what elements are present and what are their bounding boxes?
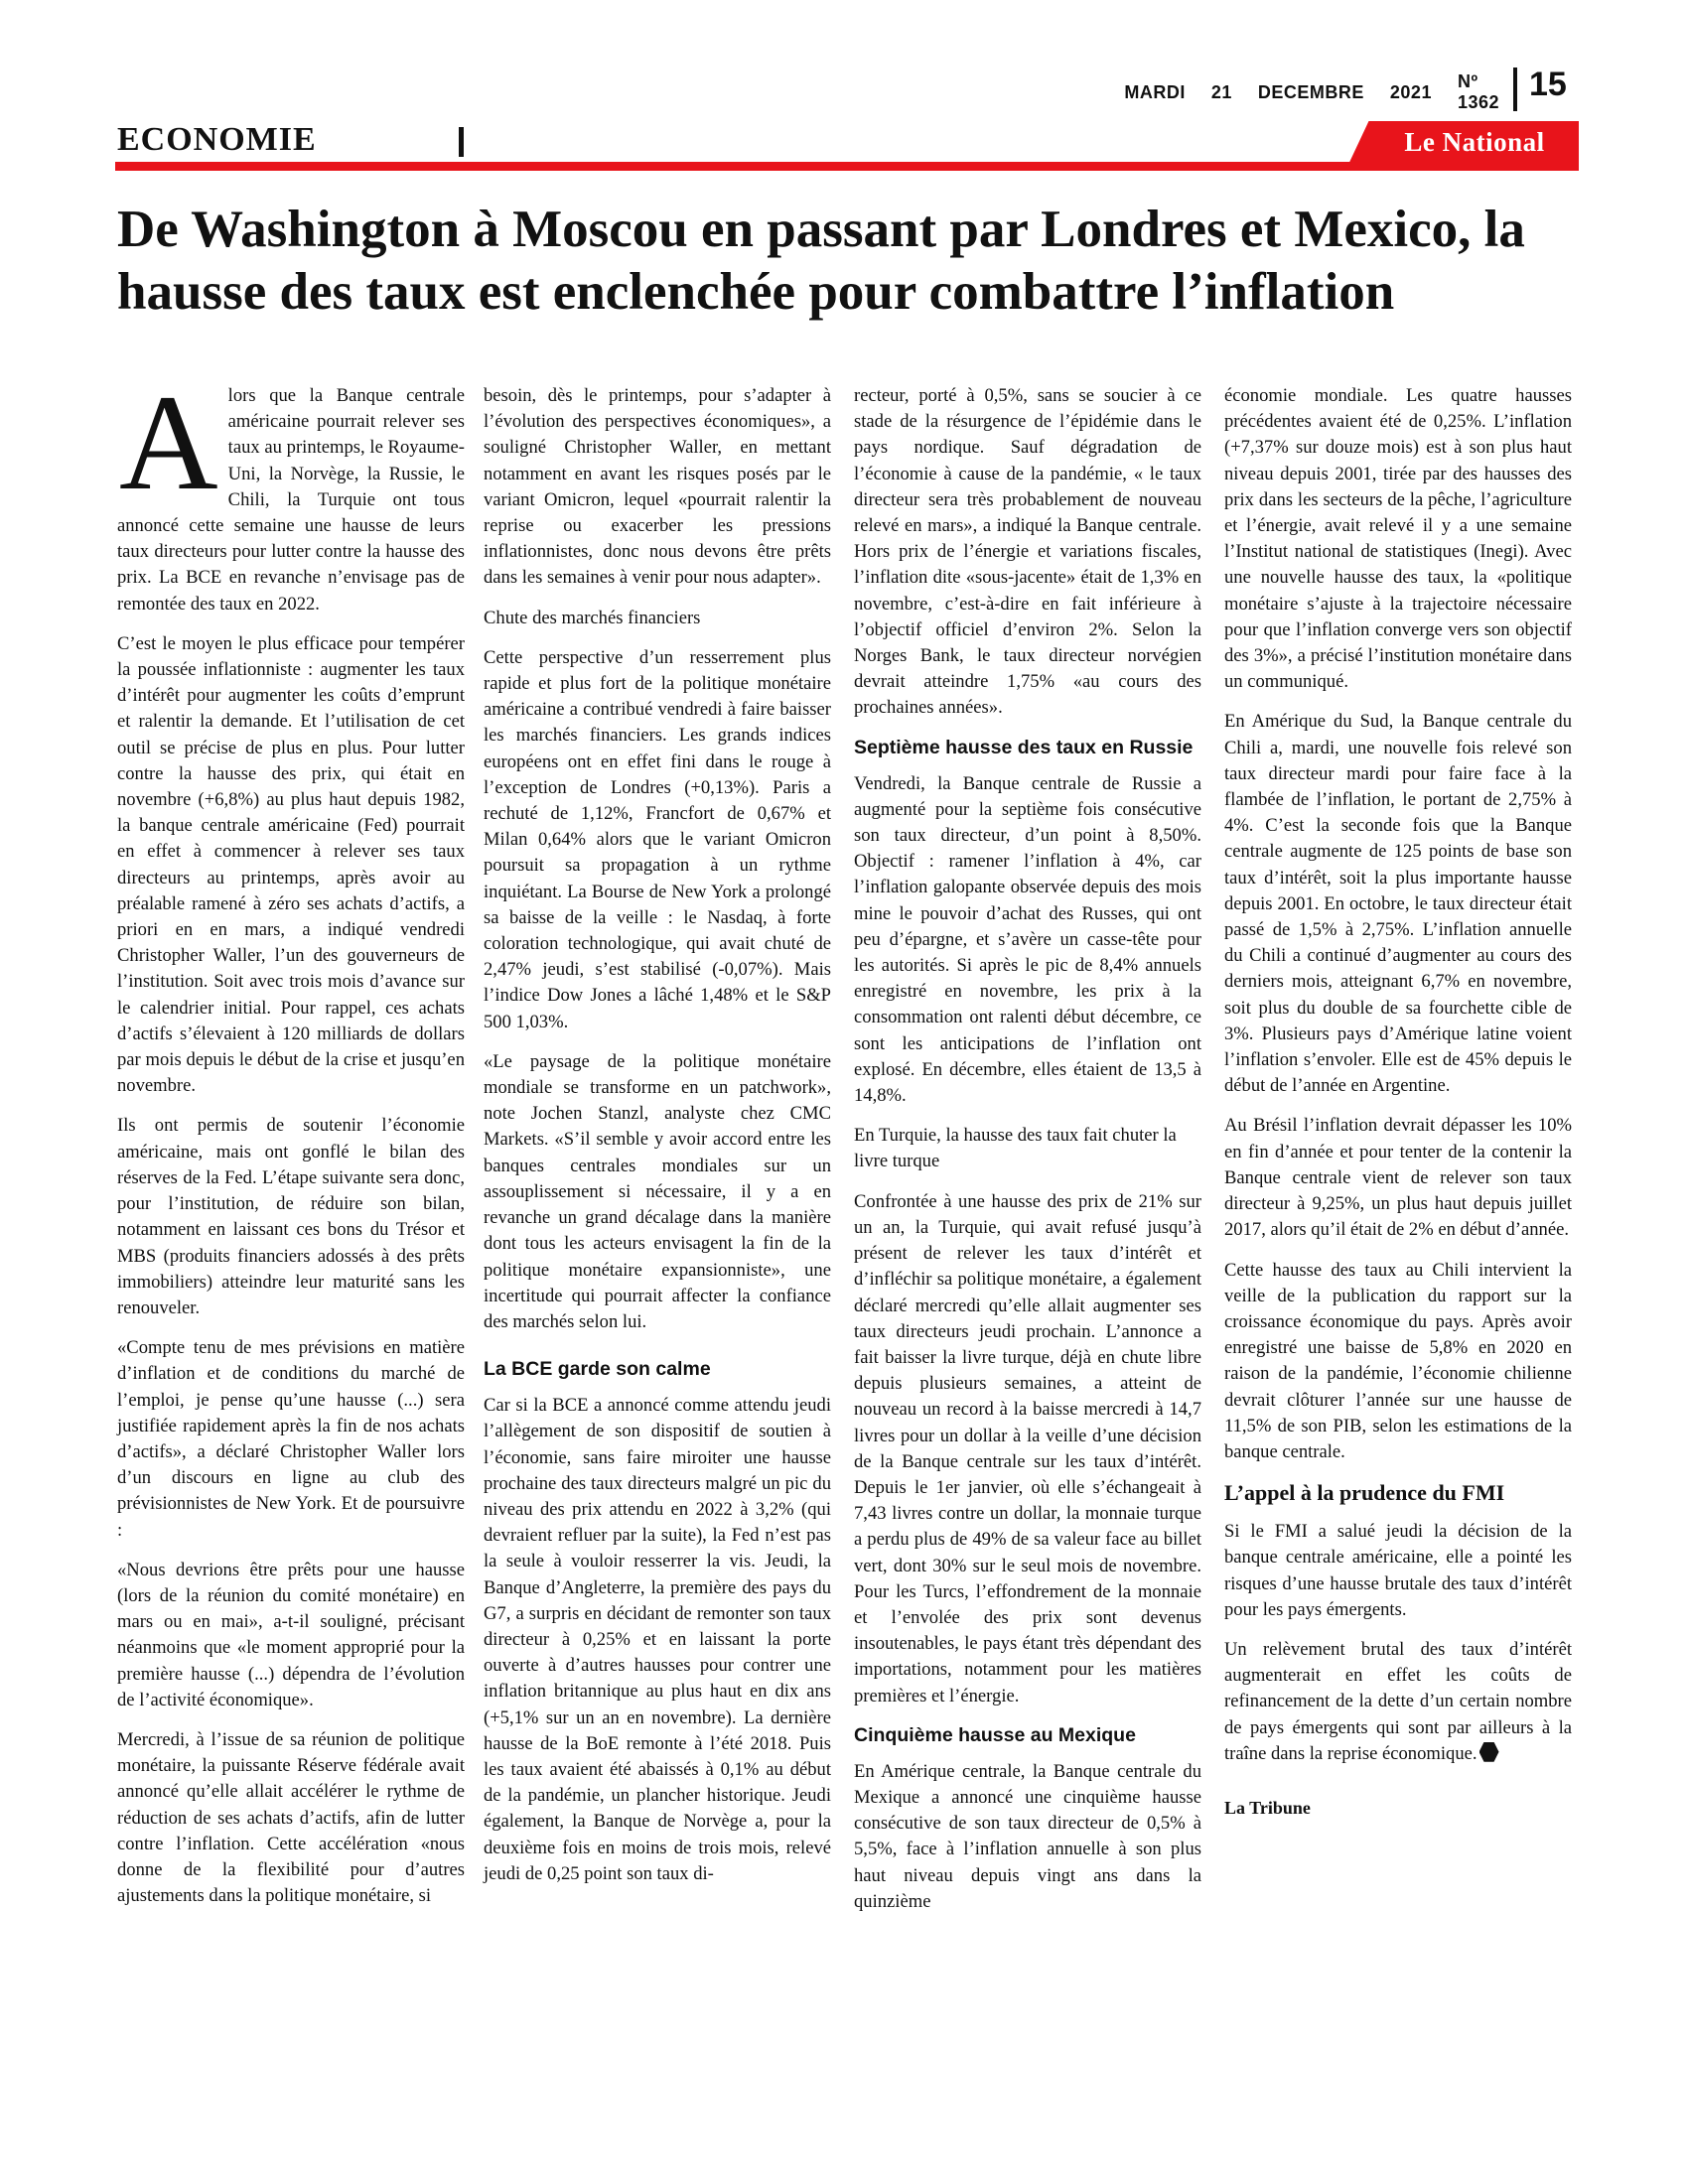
dateline [1124, 71, 1499, 112]
article-paragraph: recteur, porté à 0,5%, sans se soucier à ce stade de la résurgence de l’épidémie dans le pays nordique. Sauf dégradation de l’économie à cause de la pandémie, « le taux directeur sera très probablement de nouveau relevé en mars», a indiqué la Banque centrale. Hors prix de l’énergie et variations fiscales, l’inflation dite «sous-jacente» était de 1,3% en novembre, c’est-à-dire en fait inférieure à l’objectif officiel d’environ 2%. Selon la Norges Bank, le taux directeur norvégien devrait atteindre 1,75% «au cours des prochaines années». [854, 385, 1201, 719]
source-credit: La Tribune [1224, 1797, 1311, 1818]
article-paragraph [117, 366, 465, 617]
article-paragraph: C’est le moyen le plus efficace pour tempérer la poussée inflationniste : augmenter les taux d’intérêt pour augmenter les coûts d’emprunt et ralentir la demande. Et l’utilisation de cet outil se précise de plus en plus. Pour lutter contre la hausse des prix, qui était en novembre (+6,8%) au plus haut depuis 1982, la banque centrale américaine (Fed) pourrait en effet à commencer à relever ses taux directeurs au printemps, après avoir au préalable ramené à zéro ses achats d’actifs, a priori en en mars, a indiqué vendredi Christopher Waller, l’un des gouverneurs de l’institution. Soit avec trois mois d’avance sur le calendrier initial. Pour rappel, ces achats d’actifs s’élevaient à 120 milliards de dollars par mois depuis le début de la crise et jusqu’en novembre. [117, 632, 465, 1097]
subheading-market-drop: Chute des marchés financiers [484, 607, 701, 628]
article-column-1 [117, 366, 465, 1923]
article-paragraph: Au Brésil l’inflation devrait dépasser les 10% en fin d’année et pour tenter de la contenir la Banque centrale vient de relever son taux directeur à 9,25%, un plus haut depuis juillet 2017, alors qu’il était de 2% en début d’année. [1224, 1115, 1572, 1241]
date-month: DECEMBRE [1257, 81, 1364, 102]
article-paragraph: En Amérique du Sud, la Banque centrale du Chili a, mardi, une nouvelle fois relevé son taux directeur mardi pour faire face à la flambée de l’inflation, le portant de 2,75% à 4%. C’est la seconde fois que la Banque centrale augmente de 125 points de base son taux d’intérêt, soit la plus importante hausse depuis 2001. En octobre, le taux directeur était passé de 1,5% à 2,75%. L’inflation annuelle du Chili a continué d’augmenter au cours des derniers mois, atteignant 6,7% en novembre, soit plus du double de sa fourchette cible de 3%. Plusieurs pays d’Amérique latine voient l’inflation s’envoler. Elle est de 45% depuis le début de l’année en Argentine. [1224, 711, 1572, 1097]
subheading-mexico: Cinquième hausse au Mexique [854, 1723, 1136, 1746]
end-mark-icon [1479, 1742, 1499, 1762]
article-paragraph: Car si la BCE a annoncé comme attendu jeudi l’allègement de son dispositif de soutien à l’économie, sans faire miroiter une hausse prochaine des taux directeurs malgré un pic du niveau des prix attendu en 2022 à 3,2% (qui devraient refluer par la suite), la Fed n’est pas la seule à vouloir resserrer la vis. Jeudi, la Banque d’Angleterre, la première des pays du G7, a surpris en décidant de remonter son taux directeur à 0,25% et en laissant la porte ouverte à d’autres hausses pour contrer une inflation britannique au plus haut en dix ans (+5,1% sur un an en novembre). La dernière hausse de la BoE remonte à l’été 2018. Puis les taux avaient été abaissés à 0,1% au début de la pandémie, un plancher historique. Jeudi également, la Banque de Norvège a, pour la deuxième fois en moins de trois mois, relevé jeudi de 0,25 point son taux di- [484, 1395, 831, 1884]
article-paragraph: Confrontée à une hausse des prix de 21% sur un an, la Turquie, qui avait refusé jusqu’à présent de relever les taux d’intérêt et d’infléchir sa politique monétaire, a également déclaré mercredi qu’elle allait augmenter ses taux directeurs jeudi prochain. L’annonce a fait baisser la livre turque, déjà en chute libre depuis plusieurs semaines, a atteint de nouveau un record à la baisse mercredi à 14,7 livres pour un dollar à la veille d’une décision de la Banque centrale sur les taux d’intérêt. Depuis le 1er janvier, où elle s’échangeait à 7,43 livres contre un dollar, la monnaie turque a perdu plus de 49% de sa valeur face au billet vert, dont 30% sur le seul mois de novembre. Pour les Turcs, l’effondrement de la monnaie et l’envolée des prix sont devenus insoutenables, le pays étant très dépendant des importations, notamment pour les matières premières et l’énergie. [854, 1190, 1201, 1706]
page-number-divider [1513, 68, 1517, 111]
article-paragraph: Cette hausse des taux au Chili intervient la veille de la publication du rapport sur la croissance économique du pays. Après avoir enregistré une baisse de 5,8% en 2020 en raison de la pandémie, l’économie chilienne devrait clôturer l’année sur une hausse de 11,5% de son PIB, selon les estimations de la banque centrale. [1224, 1259, 1572, 1462]
article-column-4 [1224, 383, 1572, 1821]
subheading-imf: L’appel à la prudence du FMI [1224, 1480, 1505, 1506]
article-paragraph: En Amérique centrale, la Banque centrale du Mexique a annoncé une cinquième hausse consécutive de son taux directeur de 0,5% à 5,5%, face à l’inflation annuelle à son plus haut niveau depuis vingt ans dans la quinzième [854, 1760, 1201, 1912]
article-paragraph: besoin, dès le printemps, pour s’adapter à l’évolution des perspectives économiques», a souligné Christopher Waller, en mettant notamment en avant les risques posés par le variant Omicron, lequel «pourrait ralentir la reprise ou exacerber les pressions inflationnistes, donc nous devons être prêts dans les semaines à venir pour nous adapter». [484, 385, 831, 589]
lead-text: lors que la Banque centrale américaine pourrait relever ses taux au printemps, le Royaume-Uni, la Norvège, la Russie, le Chili, la Turquie ont tous annoncé cette semaine une hausse de leurs taux directeurs pour lutter contre la hausse des prix. La BCE en revanche n’envisage pas de remontée des taux en 2022. [117, 385, 465, 614]
article-paragraph: Vendredi, la Banque centrale de Russie a augmenté pour la septième fois consécutive son taux directeur, d’un point à 8,50%. Objectif : ramener l’inflation à 4%, car l’inflation galopante observée depuis des mois mine le pouvoir d’achat des Russes, qui ont peu d’épargne, et s’avère un casse-tête pour les autorités. Si après le pic de 8,4% annuels enregistré en novembre, les prix à la consommation ont ralenti début décembre, ce sont les anticipations de l’inflation ont explosé. En décembre, elles étaient de 13,5 à 14,8%. [854, 772, 1201, 1107]
article-paragraph: économie mondiale. Les quatre hausses précédentes avaient été de 0,25%. L’inflation (+7,37% sur douze mois) est à son plus haut niveau depuis 2001, tirée par des hausses des prix dans les secteurs de la pêche, l’agriculture et l’énergie, avait relevé il y a une semaine l’Institut national de statistiques (Inegi). Avec une nouvelle hausse des taux, la «politique monétaire s’ajuste à la trajectoire nécessaire pour que l’inflation converge vers son objectif des 3%», a précisé l’institution monétaire dans un communiqué. [1224, 385, 1572, 693]
drop-cap: A [119, 366, 218, 518]
article-paragraph: Mercredi, à l’issue de sa réunion de politique monétaire, la puissante Réserve fédérale avait annoncé qu’elle allait accélérer le rythme de réduction de ses achats d’actifs, afin de lutter contre l’inflation. Cette accélération «nous donne de la flexibilité pour d’autres ajustements dans la politique monétaire, si [117, 1728, 465, 1907]
page-number: 15 [1529, 66, 1567, 103]
section-divider [459, 127, 464, 157]
issue-number: Nº 1362 [1457, 71, 1499, 112]
article-column-2 [484, 383, 831, 1901]
closing-text: Un relèvement brutal des taux d’intérêt augmenterait en effet les coûts de refinancement de la dette d’un certain nombre de pays émergents qui sont par ailleurs à la traîne dans la reprise économique. [1224, 1638, 1572, 1764]
article-paragraph: «Le paysage de la politique monétaire mondiale se transforme en un patchwork», note Jochen Stanzl, analyste chez CMC Markets. «S’il semble y avoir accord entre les banques centrales mondiales sur un assouplissement si nécessaire, il y a en revanche un grand décalage dans la manière dont tous les acteurs envisagent la fin de la politique monétaire expansionniste», une incertitude qui pourrait affecter la confiance des marchés selon lui. [484, 1050, 831, 1332]
article-column-3 [854, 383, 1201, 1929]
subheading-turkey: En Turquie, la hausse des taux fait chuter la livre turque [854, 1125, 1177, 1172]
date-day: 21 [1210, 81, 1232, 102]
article-paragraph: «Compte tenu de mes prévisions en matière d’inflation et de conditions du marché de l’emploi, je pense qu’une hausse (...) sera justifiée rapidement après la fin de nos achats d’actifs», a déclaré Christopher Waller lors d’un discours en ligne au club des prévisionnistes de New York. Et de poursuivre : [117, 1337, 465, 1541]
article-paragraph [1224, 1637, 1572, 1767]
date-weekday: MARDI [1124, 81, 1186, 102]
article-paragraph: «Nous devrions être prêts pour une hausse (lors de la réunion du comité monétaire) en mars ou en mai», a-t-il souligné, précisant néanmoins que «le moment approprié pour la première hausse (...) dépendra de l’évolution de l’activité économique». [117, 1559, 465, 1710]
subheading-bce: La BCE garde son calme [484, 1358, 711, 1381]
subheading-russia: Septième hausse des taux en Russie [854, 736, 1194, 758]
article-paragraph: Si le FMI a salué jeudi la décision de la banque centrale américaine, elle a pointé les risques d’une hausse brutale des taux d’intérêt pour les pays émergents. [1224, 1521, 1572, 1620]
article-headline: De Washington à Moscou en passant par Londres et Mexico, la hausse des taux est enclenchée pour combattre l’inflation [117, 201, 1525, 321]
brand-label: Le National [1404, 127, 1545, 157]
date-year: 2021 [1389, 81, 1432, 102]
section-title: ECONOMIE [117, 121, 317, 158]
article-paragraph: Ils ont permis de soutenir l’économie américaine, mais ont gonflé le bilan des réserves de la Fed. L’étape suivante sera donc, pour l’institution, de réduire son bilan, notamment en laissant ces bons du Trésor et MBS (produits financiers adossés à des prêts immobiliers) atteindre leur maturité sans les renouveler. [117, 1115, 465, 1318]
article-paragraph: Cette perspective d’un resserrement plus rapide et plus fort de la politique monétaire américaine a contribué vendredi à faire baisser les marchés financiers. Les grands indices européens ont en effet fini dans le rouge à l’exception de Londres (+0,13%). Paris a rechuté de 1,12%, Francfort de 0,67% et Milan 0,64% alors que le variant Omicron poursuit sa propagation à un rythme inquiétant. La Bourse de New York a prolongé sa baisse de la veille : le Nasdaq, à forte coloration technologique, qui avait chuté de 2,47% jeudi, s’est stabilisé (-0,07%). Mais l’indice Dow Jones a lâché 1,48% et le S&P 500 1,03%. [484, 646, 831, 1032]
